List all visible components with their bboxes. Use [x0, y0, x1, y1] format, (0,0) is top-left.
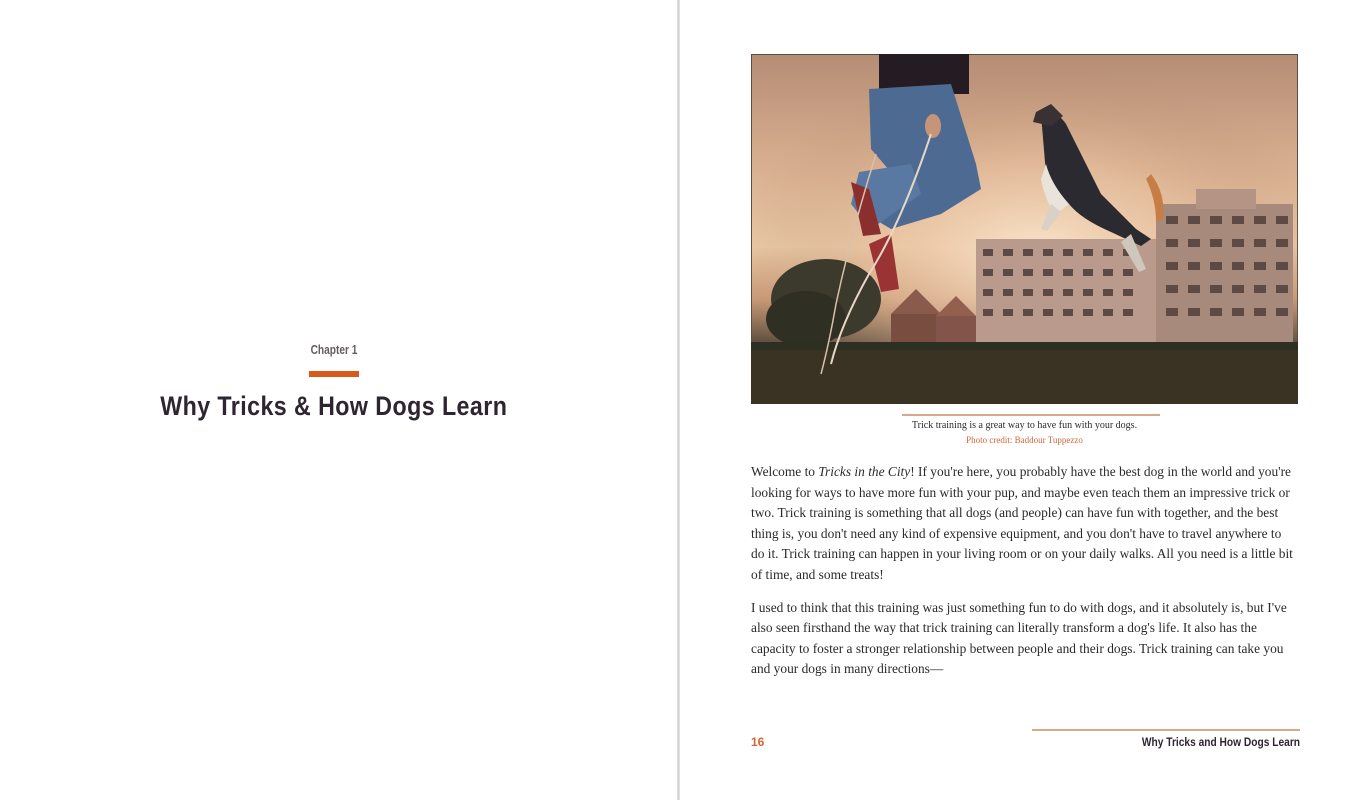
chapter-title: Why Tricks & How Dogs Learn — [159, 391, 508, 421]
running-head: Why Tricks and How Dogs Learn — [1141, 735, 1300, 749]
book-title-italic: Tricks in the City — [818, 464, 911, 479]
paragraph-2: I used to think that this training was just something fun to do with dogs, and it absolutely is, but I've also seen firsthand the way that trick training can literally transform a dog's life. It also has the capacity to foster a stronger relationship between people and their dogs. Trick training can take you and your dogs in many directions— — [751, 599, 1287, 677]
paragraph-1 — [751, 462, 1298, 586]
right-page — [680, 0, 1360, 800]
paragraph-1-prefix: Welcome to — [751, 464, 819, 479]
page-number: 16 — [751, 735, 765, 749]
chapter-label: Chapter 1 — [310, 342, 357, 357]
paragraph-1-rest: ! If you're here, you probably have the best dog in the world and you're looking for ways to have more fun with your pup, and maybe even teach them an impressive trick or two. Trick training is something that all dogs (and people) can have fun with together, and the best thing is, you don't need any kind of expensive equipment, and you don't have to travel anywhere to do it. Trick training can happen in your living room or on your daily walks. All you need is a little bit of time, and some treats! — [751, 464, 1293, 582]
photo-illustration — [751, 54, 1298, 404]
chapter-opener — [0, 341, 667, 422]
caption-rule — [902, 414, 1160, 416]
chapter-photo — [751, 54, 1298, 404]
left-page — [0, 0, 677, 800]
photo-caption: Trick training is a great way to have fun with your dogs. — [911, 420, 1138, 431]
footer-rule — [1032, 729, 1300, 731]
photo-credit: Photo credit: Baddour Tuppezzo — [966, 435, 1083, 445]
body-text — [751, 462, 1298, 692]
